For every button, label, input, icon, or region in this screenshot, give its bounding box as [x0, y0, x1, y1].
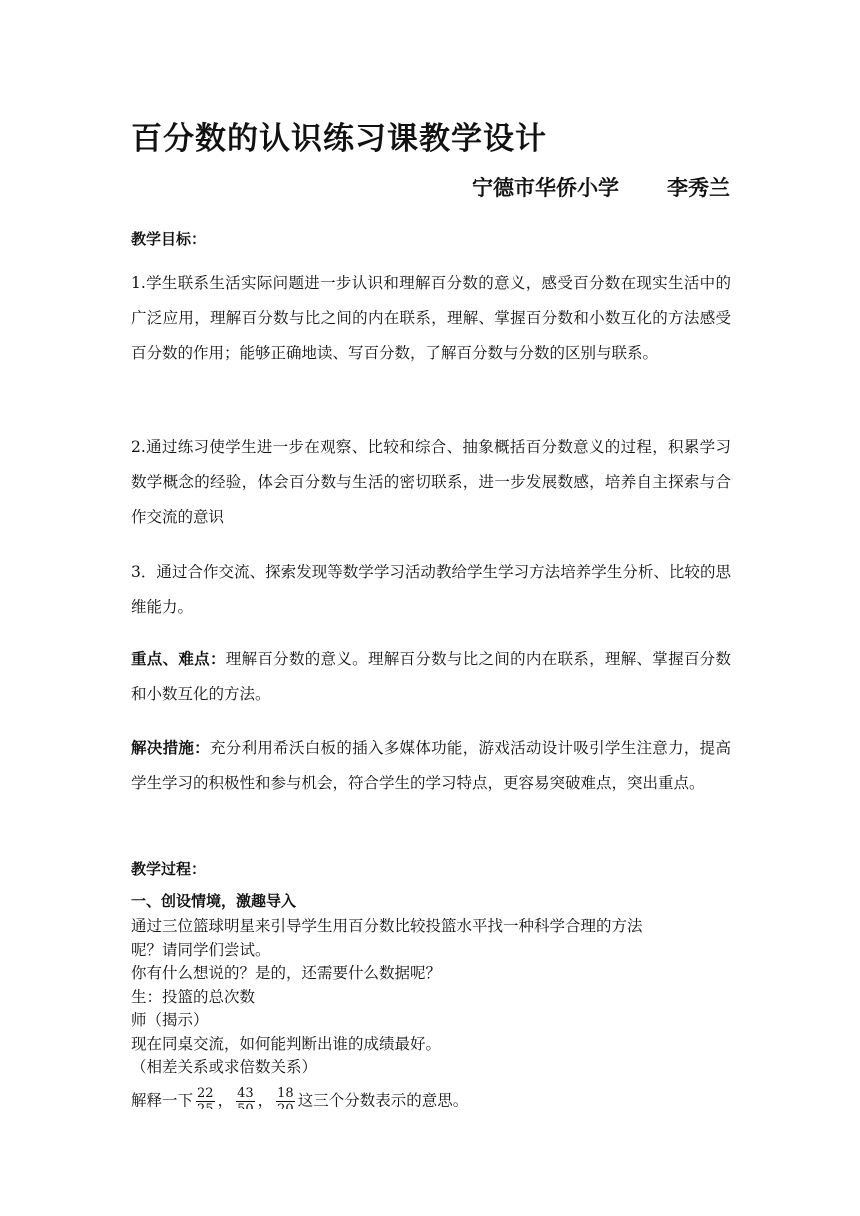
section-1-body [131, 915, 731, 1117]
goals-heading: 教学目标： [131, 230, 207, 248]
fraction-numerator: 22 [197, 1085, 214, 1101]
goal-2: 2.通过练习使学生进一步在观察、比较和综合、抽象概括百分数意义的过程，积累学习数学概念的经验，体会百分数与生活的密切联系，进一步发展数感，培养自主探索与合作交流的意识 [131, 438, 731, 526]
body-line: 生：投篮的总次数 [131, 987, 256, 1006]
separator: ， [257, 1091, 274, 1109]
page-bottom-margin [0, 1109, 860, 1216]
process-heading: 教学过程： [131, 860, 207, 878]
body-line: 现在同桌交流，如何能判断出谁的成绩最好。 [131, 1034, 442, 1053]
fraction-numerator: 18 [277, 1085, 294, 1101]
measures-text: 充分利用希沃白板的插入多媒体功能，游戏活动设计吸引学生注意力，提高学生学习的积极性和参与机会，符合学生的学习特点，更容易突破难点，突出重点。 [131, 739, 731, 792]
document-title: 百分数的认识练习课教学设计 [131, 121, 547, 157]
section-1-heading: 一、创设情境，激趣导入 [131, 892, 297, 910]
author-name: 李秀兰 [667, 176, 730, 200]
key-points-label: 重点、难点： [131, 649, 226, 668]
fraction-numerator: 43 [237, 1085, 254, 1101]
measures-paragraph [131, 730, 731, 801]
goal-1: 1.学生联系生活实际问题进一步认识和理解百分数的意义，感受百分数在现实生活中的广泛应用，理解百分数与比之间的内在联系，理解、掌握百分数和小数互化的方法感受百分数的作用；能够正确地读、写百分数，了解百分数与分数的区别与联系。 [131, 274, 731, 362]
body-line: 通过三位篮球明星来引导学生用百分数比较投篮水平找一种科学合理的方法 [131, 917, 643, 935]
body-line: 呢？请同学们尝试。 [131, 940, 271, 959]
key-points-paragraph [131, 641, 731, 712]
school-name: 宁德市华侨小学 [472, 176, 619, 200]
measures-label: 解决措施： [131, 738, 210, 757]
body-line: 你有什么想说的？是的，还需要什么数据呢？ [131, 964, 442, 982]
separator: ， [217, 1091, 234, 1109]
key-points-text: 理解百分数的意义。理解百分数与比之间的内在联系，理解、掌握百分数和小数互化的方法。 [131, 650, 731, 703]
goal-3: 3．通过合作交流、探索发现等数学学习活动教给学生学习方法培养学生分析、比较的思维能力。 [131, 563, 731, 616]
body-line: （相差关系或求倍数关系） [131, 1058, 318, 1076]
body-line: 师（揭示） [131, 1011, 209, 1029]
explain-suffix: 这三个分数表示的意思。 [297, 1091, 469, 1109]
explain-prefix: 解释一下 [131, 1091, 194, 1109]
byline [472, 172, 730, 202]
